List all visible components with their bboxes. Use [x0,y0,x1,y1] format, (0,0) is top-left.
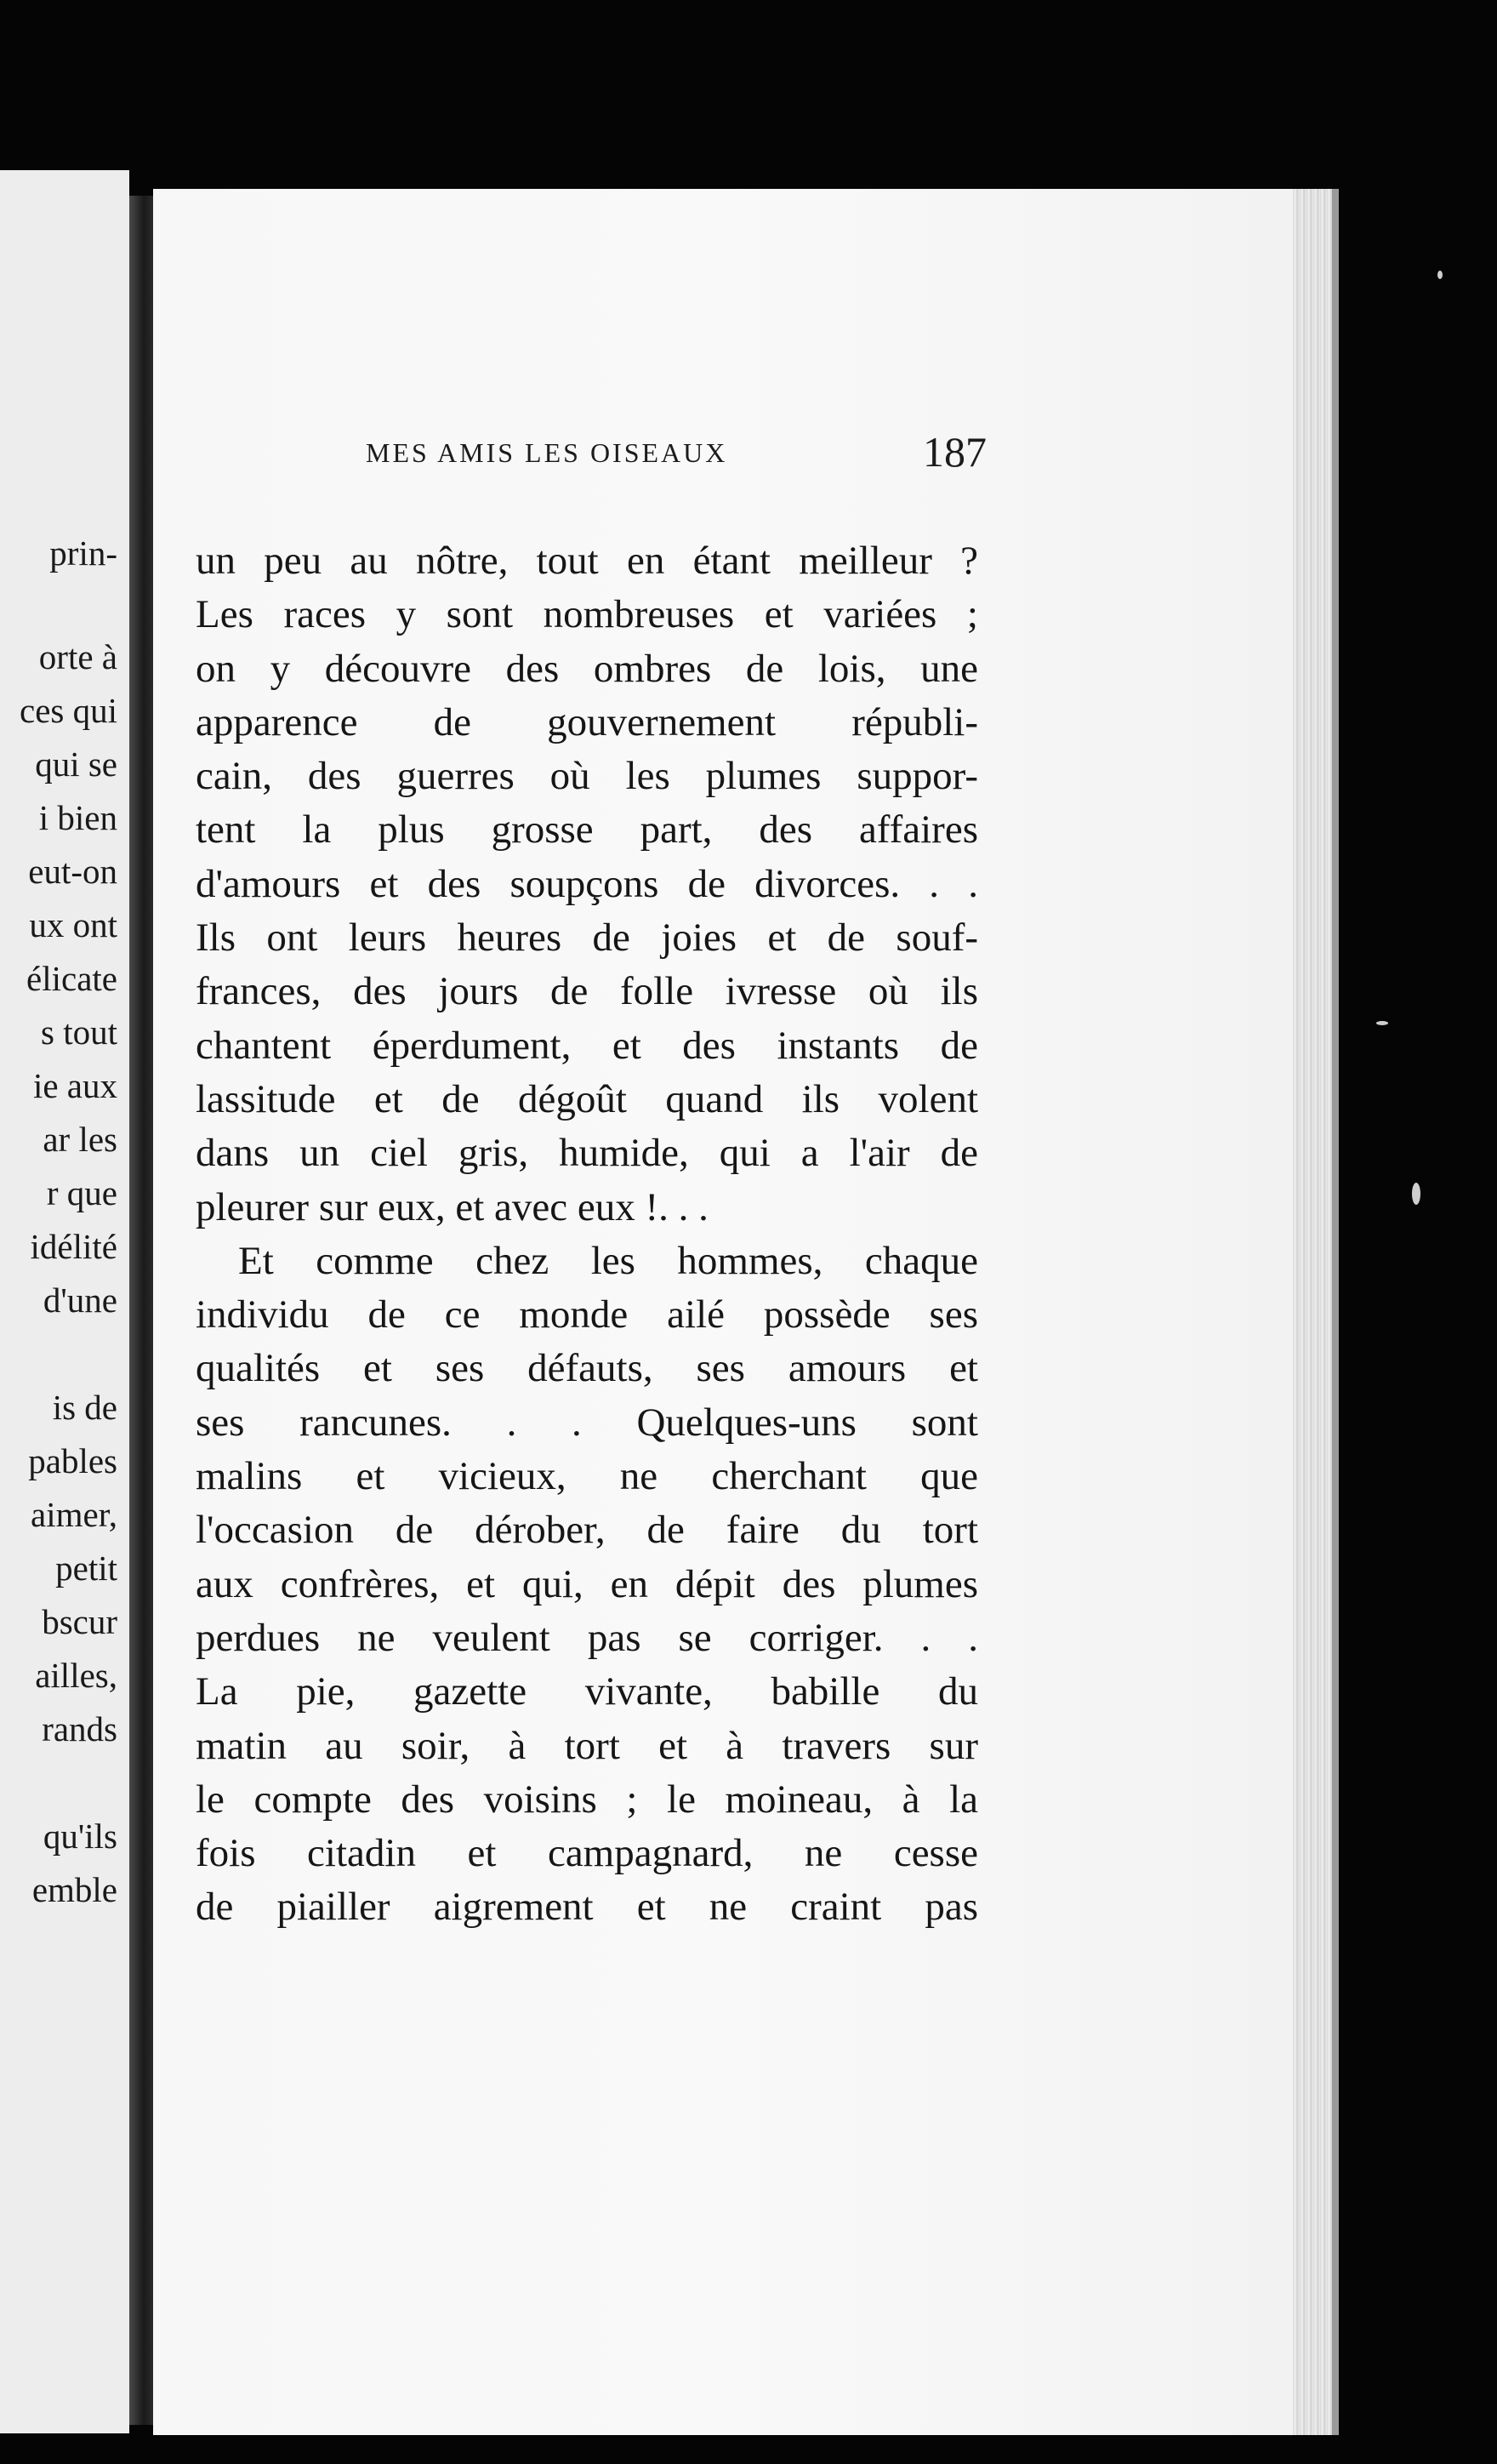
text-line: l'occasion de dérober, de faire du tort [196,1508,978,1553]
running-title: MES AMIS LES OISEAUX [366,437,728,468]
left-page-line: ailles, [35,1656,117,1695]
text-line: matin au soir, à tort et à travers sur [196,1723,978,1768]
left-page-line: ie aux [32,1066,117,1105]
text-line: on y découvre des ombres de lois, une [196,646,978,691]
left-page-line: aimer, [31,1495,117,1534]
text-line: Les races y sont nombreuses et variées ; [196,592,978,637]
text-line: ses rancunes. . . Quelques-uns sont [196,1400,978,1445]
left-page-line: r que [46,1173,117,1212]
dust-speck [1412,1183,1420,1205]
text-line: apparence de gouvernement républi- [196,699,978,744]
left-page-line: qu'ils [43,1817,117,1856]
left-page-line: orte à [38,637,117,676]
page-edge-shadow [1332,189,1339,2435]
text-line: dans un ciel gris, humide, qui a l'air de [196,1131,978,1176]
text-line: d'amours et des soupçons de divorces. . . [196,861,978,906]
text-line: le compte des voisins ; le moineau, à la [196,1777,978,1822]
text-line: individu de ce monde ailé possède ses [196,1292,978,1338]
text-line: La pie, gazette vivante, babille du [196,1669,978,1714]
left-page-line: is de [52,1388,117,1427]
left-page-line: élicate [26,959,117,998]
page-number: 187 [923,428,987,476]
left-page-line: pables [28,1441,117,1480]
left-page-line: petit [55,1549,117,1588]
left-page-line: s tout [41,1012,117,1052]
text-line: Ils ont leurs heures de joies et de souf- [196,915,978,961]
left-page-line: bscur [42,1602,117,1641]
text-line: un peu au nôtre, tout en étant meilleur ? [196,539,978,583]
text-line: cain, des guerres où les plumes suppor- [196,754,978,799]
dust-speck [1437,271,1443,279]
left-page-line: ar les [43,1120,117,1159]
text-line: frances, des jours de folle ivresse où ils [196,969,978,1014]
text-line: qualités et ses défauts, ses amours et [196,1346,978,1391]
text-line: pleurer sur eux, et avec eux !. . . [196,1184,709,1229]
left-page-line: prin- [49,533,117,573]
left-page-line: idélité [30,1227,117,1266]
left-page-line: eut-on [28,852,117,891]
running-header [366,428,987,476]
left-facing-page [0,170,129,2433]
text-line: Et comme chez les hommes, chaque [238,1238,978,1283]
left-page-line: rands [42,1709,117,1748]
text-line: malins et vicieux, ne cherchant que [196,1454,978,1499]
text-line: aux confrères, et qui, en dépit des plumes [196,1561,978,1606]
left-page-line: i bien [38,798,117,837]
text-line: de piailler aigrement et ne craint pas [196,1885,978,1930]
text-line: lassitude et de dégoût quand ils volent [196,1076,978,1121]
text-line: perdues ne veulent pas se corriger. . . [196,1615,978,1660]
text-line: fois citadin et campagnard, ne cesse [196,1831,978,1876]
left-page-line: emble [31,1870,117,1909]
text-line: chantent éperdument, et des instants de [196,1023,978,1068]
text-line: tent la plus grosse part, des affaires [196,807,978,853]
left-page-line: d'une [43,1280,117,1320]
page-block-edges [1293,189,1335,2435]
body-text [196,534,978,1935]
left-page-line: ux ont [29,905,117,944]
book-gutter-shadow [129,196,153,2425]
left-page-line: qui se [35,744,117,784]
left-page-line: ces qui [20,691,117,730]
dust-speck [1376,1021,1388,1025]
